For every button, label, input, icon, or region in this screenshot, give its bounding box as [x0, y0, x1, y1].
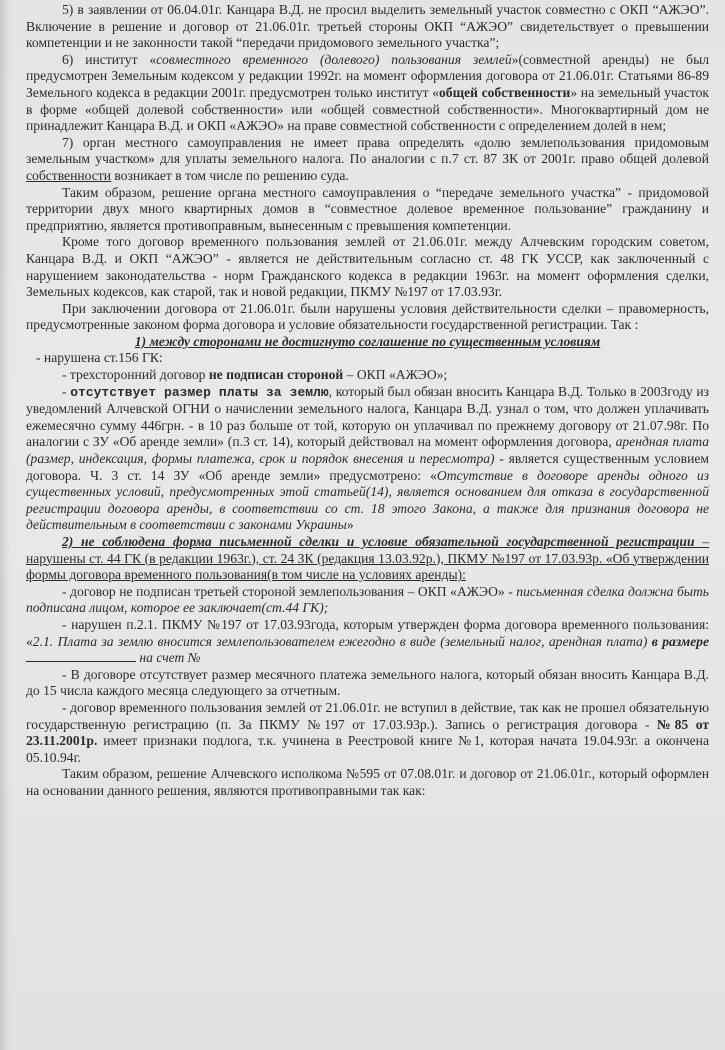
heading-1: 1) между сторонами не достигнуто соглашение по существенным условиям [134, 333, 601, 349]
paragraph-5: 5) в заявлении от 06.04.01г. Канцара В.Д. не просил выделить земельный участок совместно с ОКП “АЖЭО”. Включение в решение и договор от 21.06.01г. третьей стороны ОКП “АЖЭО” свидетельствует о превышении компетенции и не законности такой “передачи придомового земельного участка”; [26, 2, 709, 51]
list-item-violation-2-1: - нарушен п.2.1. ПКМУ №197 от 17.03.93года, которым утвержден форма договора временного пользования: «2.1. Плата за землю вносится землепользователем ежегодно в виде (земельный налог, арендная плата) в размере на счет № [26, 616, 709, 666]
list-item-not-signed-third: - договор не подписан третьей стороной землепользования – ОКП «АЖЭО» - письменная сделка должна быть подписана лицом, которое ее заключает(ст.44 ГК); [26, 583, 709, 616]
paragraph-conclusion-2: Таким образом, решение Алчевского исполкома №595 от 07.08.01г. и договор от 21.06.01г., который оформлен на основании данного решения, являются противоправными так как: [26, 766, 709, 798]
blank-line [26, 651, 136, 662]
paragraph-contract: Кроме того договор временного пользования землей от 21.06.01г. между Алчевским городским советом, Канцара В.Д. и ОКП “АЖЭО” - является не действительным согласно ст. 48 ГК УССР, как заключенный с нарушением законодательства - норм Гражданского кодекса в редакции 1963г. на момент оформления сделки, Земельных кодексов, как старой, так и новой редакции, ПКМУ №197 от 17.03.93г. [26, 234, 709, 300]
underlined-term: собственности [26, 167, 112, 183]
italic-term: совместного временного (долевого) пользования землей [156, 51, 512, 67]
list-item-article-156: - нарушена ст.156 ГК: [36, 350, 163, 366]
list-item-not-signed: - трехсторонний договор не подписан стороной – ОКП «АЖЭО»; [62, 367, 448, 383]
registration-number: №85 от 23.11.2001р. [26, 716, 710, 749]
paragraph-6: 6) институт «совместного временного (долевого) пользования землей»(совместной аренды) не был предусмотрен Земельным кодексом у редакции 1992г. на момент оформления договора от 21.06.01г. Статьями 86-89 Земельного кодекса в редакции 2001г. предусмотрен только институт «общей собственности» на земельный участок в форме «общей долевой собственности» или «общей совместной собственности». Многоквартирный дом не принадлежит Канцара В.Д. и ОКП «АЖЭО» на праве совместной собственности с определением долей в нем; [26, 51, 709, 134]
list-item-registration: - договор временного пользования землей от 21.06.01г. не вступил в действие, так как не прошел обязательную государственную регистрацию (п. За ПКМУ №197 от 17.03.93р.). Запись о регистрация договора - №85 от 23.11.2001р. имеет признаки подлога, т.к. учинена в Реестровой книге №1, которая начата 19.04.93г. а окончена 05.10.94г. [26, 699, 710, 765]
list-item-monthly-payment: - В договоре отсутствует размер месячного платежа земельного налога, который обязан вносить Канцара В.Д. до 15 числа каждого месяца следующего за отчетным. [26, 666, 709, 699]
paragraph-conditions: При заключении договора от 21.06.01г. были нарушены условия действительности сделки – правомерность, предусмотренные законом форма договора и условие обязательности государственной регистрации. Так : [26, 300, 709, 333]
heading-2: 2) не соблюдена форма письменной сделки и условие обязательной государственной регистрации – нарушены ст. 44 ГК (в редакции 1963г.), ст. 24 ЗК (редакция 13.03.92р.), ПКМУ №197 от 17.03.93р. «Об утверждении формы договора временного пользования(в том числе на условиях аренды): [26, 534, 709, 583]
list-item-no-payment: - отсутствует размер платы за землю, который был обязан вносить Канцара В.Д. Только в 2003году из уведомлений Алчевской ОГНИ о начислении земельного налога, Канцара В.Д. узнал о том, что должен уплачивать ежемесячно сумму 446грн. - в 10 раз больше от той, которую он уплачивал по прежнему договору от 21.07.98г. По аналогии с ЗУ «Об аренде земли» (п.3 ст. 14), который действовал на момент оформления договора, арендная плата (размер, индексация, формы платежа, срок и порядок внесения и пересмотра) - является существенным условием договора. Ч. 3 ст. 14 ЗУ «Об аренде земли» предусмотрено: «Отсутствие в договоре аренды одного из существенных условий, предусмотренных этой статьей(14), является основанием для отказа в государственной регистрации договора аренды, в соответствии со ст. 18 этого Закона, а также для признания договора не действительным в соответствии с законами Украины» [26, 383, 709, 533]
paragraph-conclusion-1: Таким образом, решение органа местного самоуправления о “передаче земельного участка” - придомовой территории двух много квартирных домов в “совместное долевое временное пользование” гражданину и предприятию, является противоправным, вынесенным с превышения компетенции. [26, 184, 709, 233]
bold-term: общей собственности [439, 84, 571, 100]
paragraph-7: 7) орган местного самоуправления не имеет права определять «долю землепользования придомовым земельным участком» для уплаты земельного налога. По аналогии с п.7 ст. 87 ЗК от 2001г. право общей долевой собственности возникает в том числе по решению суда. [26, 134, 709, 183]
